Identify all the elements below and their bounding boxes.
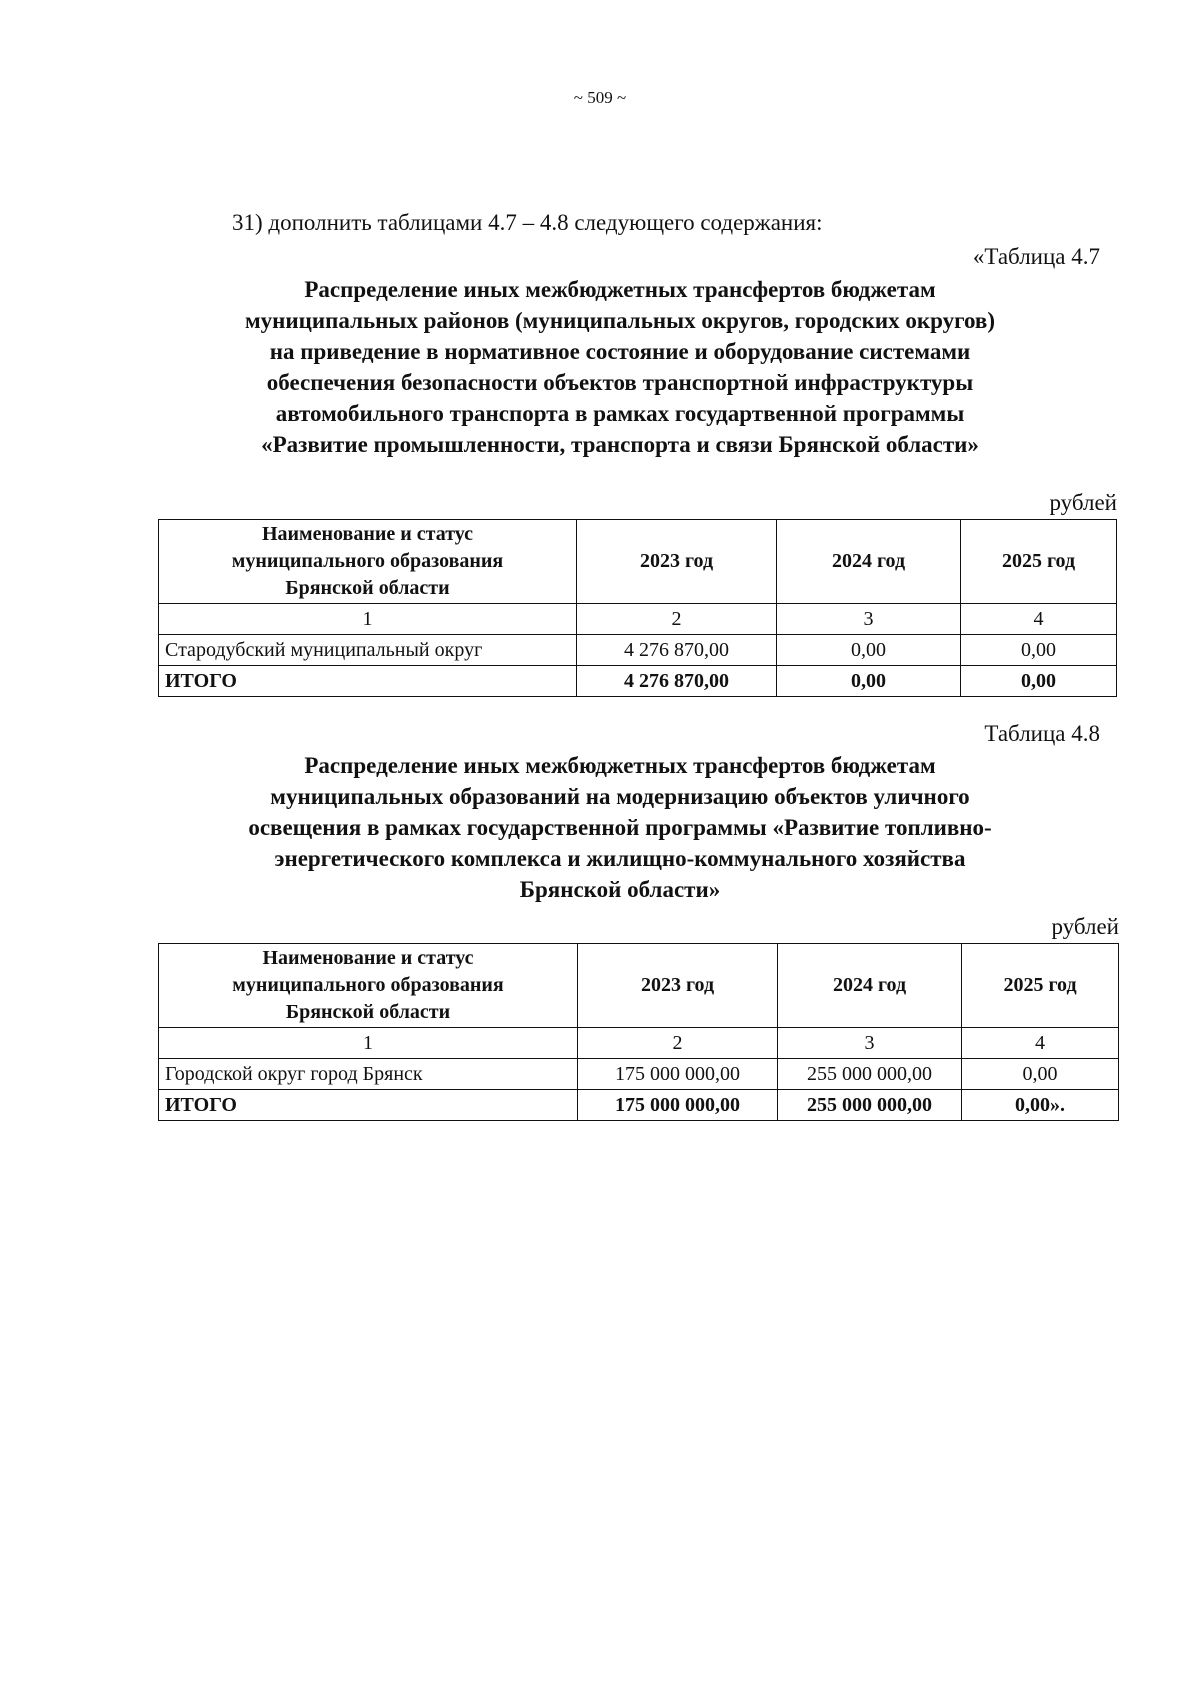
heading-line: Распределение иных межбюджетных трансфертов бюджетам xyxy=(304,277,936,302)
total-2023-cell: 4 276 870,00 xyxy=(577,666,777,697)
header-2025-cell: 2025 год xyxy=(962,944,1119,1028)
column-number-cell: 4 xyxy=(962,1028,1119,1059)
column-number-row xyxy=(159,1028,1119,1059)
table-4-8 xyxy=(158,943,1119,1121)
table-header-row xyxy=(159,944,1119,1028)
table-header-row xyxy=(159,520,1117,604)
header-2024-cell: 2024 год xyxy=(777,520,961,604)
row-name-cell: Городской округ город Брянск xyxy=(159,1059,578,1090)
row-2024-cell: 0,00 xyxy=(777,635,961,666)
total-2025-cell: 0,00 xyxy=(961,666,1117,697)
column-number-cell: 1 xyxy=(159,1028,578,1059)
header-name-line: муниципального образования xyxy=(232,974,504,996)
total-row xyxy=(159,1090,1119,1121)
heading-line: Распределение иных межбюджетных трансфертов бюджетам xyxy=(304,753,936,778)
total-name-cell: ИТОГО xyxy=(159,666,577,697)
heading-line: освещения в рамках государственной программы «Развитие топливно- xyxy=(248,815,992,840)
total-row xyxy=(159,666,1117,697)
intro-paragraph: 31) дополнить таблицами 4.7 – 4.8 следующего содержания: xyxy=(232,210,823,235)
column-number-cell: 2 xyxy=(578,1028,778,1059)
row-2025-cell: 0,00 xyxy=(962,1059,1119,1090)
header-name-line: Наименование и статус xyxy=(262,947,474,969)
total-name-cell: ИТОГО xyxy=(159,1090,578,1121)
row-2023-cell: 175 000 000,00 xyxy=(578,1059,778,1090)
heading-line: муниципальных районов (муниципальных округов, городских округов) xyxy=(244,308,996,333)
row-2025-cell: 0,00 xyxy=(961,635,1117,666)
heading-line: энергетического комплекса и жилищно-коммунального хозяйства xyxy=(274,846,966,871)
header-2023-cell: 2023 год xyxy=(578,944,778,1028)
column-number-row xyxy=(159,604,1117,635)
table-4-7-unit: рублей xyxy=(1049,490,1117,515)
header-name-cell xyxy=(159,944,578,1028)
row-name-cell: Стародубский муниципальный округ xyxy=(159,635,577,666)
table-4-8-unit: рублей xyxy=(1051,914,1119,939)
column-number-cell: 3 xyxy=(777,604,961,635)
table-4-7-heading xyxy=(120,274,1120,460)
table-row xyxy=(159,635,1117,666)
heading-line: обеспечения безопасности объектов транспортной инфраструктуры xyxy=(266,370,974,395)
column-number-cell: 1 xyxy=(159,604,577,635)
total-2024-cell: 0,00 xyxy=(777,666,961,697)
header-name-cell xyxy=(159,520,577,604)
header-name-line: Брянской области xyxy=(285,1001,451,1023)
column-number-cell: 3 xyxy=(778,1028,962,1059)
heading-line: Брянской области» xyxy=(519,877,721,902)
heading-line: на приведение в нормативное состояние и оборудование системами xyxy=(269,339,971,364)
table-4-7-label: «Таблица 4.7 xyxy=(972,244,1100,269)
row-2023-cell: 4 276 870,00 xyxy=(577,635,777,666)
column-number-cell: 2 xyxy=(577,604,777,635)
table-4-8-label: Таблица 4.8 xyxy=(984,721,1100,746)
table-4-8-heading xyxy=(120,750,1120,905)
page-number: ~ 509 ~ xyxy=(573,88,627,107)
table-4-7 xyxy=(158,519,1117,697)
heading-line: муниципальных образований на модернизацию объектов уличного xyxy=(270,784,970,809)
header-2024-cell: 2024 год xyxy=(778,944,962,1028)
header-name-line: муниципального образования xyxy=(231,550,504,572)
table-row xyxy=(159,1059,1119,1090)
column-number-cell: 4 xyxy=(961,604,1117,635)
heading-line: автомобильного транспорта в рамках государтвенной программы xyxy=(275,401,965,426)
heading-line: «Развитие промышленности, транспорта и связи Брянской области» xyxy=(261,432,979,457)
row-2024-cell: 255 000 000,00 xyxy=(778,1059,962,1090)
header-2025-cell: 2025 год xyxy=(961,520,1117,604)
header-2023-cell: 2023 год xyxy=(577,520,777,604)
header-name-line: Наименование и статус xyxy=(261,523,474,545)
total-2024-cell: 255 000 000,00 xyxy=(778,1090,962,1121)
total-2023-cell: 175 000 000,00 xyxy=(578,1090,778,1121)
total-2025-cell: 0,00». xyxy=(962,1090,1119,1121)
header-name-line: Брянской области xyxy=(285,577,450,599)
